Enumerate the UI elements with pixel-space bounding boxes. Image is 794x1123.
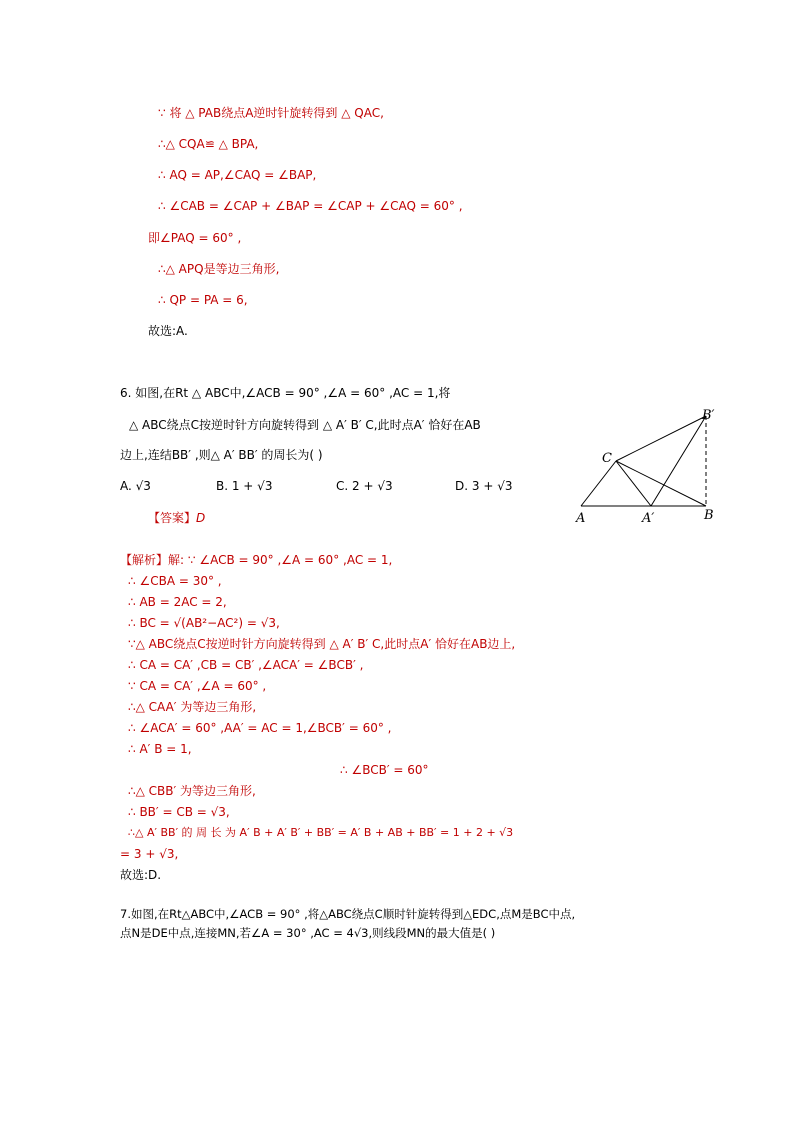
analysis-line-9: ∴ ∠ACA′ = 60° ,AA′ = AC = 1,∠BCB′ = 60° , bbox=[128, 721, 392, 735]
analysis-line-3: ∴ AB = 2AC = 2, bbox=[128, 595, 227, 609]
q6-stem-line-3: 边上,连结BB′ ,则△ A′ BB′ 的周长为( ) bbox=[120, 448, 323, 462]
solution-line-1: ∵ 将 △ PAB绕点A逆时针旋转得到 △ QAC, bbox=[158, 106, 384, 120]
solution-line-7: ∴ QP = PA = 6, bbox=[158, 293, 248, 307]
analysis-line-2: ∴ ∠CBA = 30° , bbox=[128, 574, 222, 588]
analysis-line-11: ∴ ∠BCB′ = 60° bbox=[340, 763, 429, 777]
label-b: B bbox=[704, 508, 714, 523]
analysis-line-7: ∵ CA = CA′ ,∠A = 60° , bbox=[128, 679, 267, 693]
solution-line-2: ∴△ CQA≌ △ BPA, bbox=[158, 137, 259, 151]
q6-stem-line-1: 6. 如图,在Rt △ ABC中,∠ACB = 90° ,∠A = 60° ,AC = 1,将 bbox=[120, 386, 451, 400]
solution-line-8: 故选:A. bbox=[148, 324, 188, 338]
analysis-line-10: ∴ A′ B = 1, bbox=[128, 742, 192, 756]
analysis-line-13: ∴ BB′ = CB = √3, bbox=[128, 805, 230, 819]
q6-option-b: B. 1 + √3 bbox=[216, 479, 273, 493]
answer-label: 【答案】 bbox=[148, 511, 197, 525]
q6-option-d: D. 3 + √3 bbox=[455, 479, 513, 493]
analysis-line-16: 故选:D. bbox=[120, 868, 162, 882]
q6-option-c: C. 2 + √3 bbox=[336, 479, 393, 493]
analysis-line-6: ∴ CA = CA′ ,CB = CB′ ,∠ACA′ = ∠BCB′ , bbox=[128, 658, 364, 672]
analysis-line-12: ∴△ CBB′ 为等边三角形, bbox=[128, 784, 256, 798]
answer-value: D bbox=[196, 511, 206, 525]
analysis-line-5: ∵△ ABC绕点C按逆时针方向旋转得到 △ A′ B′ C,此时点A′ 恰好在AB边上, bbox=[128, 637, 516, 651]
label-c: C bbox=[602, 451, 612, 466]
label-a: A bbox=[576, 511, 586, 526]
analysis-line-8: ∴△ CAA′ 为等边三角形, bbox=[128, 700, 257, 714]
label-b-prime: B′ bbox=[702, 408, 715, 423]
triangle-rotation-figure bbox=[572, 402, 722, 526]
q6-option-a: A. √3 bbox=[120, 479, 151, 493]
segment-ac bbox=[581, 461, 616, 506]
segment-ca-prime bbox=[616, 461, 651, 506]
q6-stem-line-2: △ ABC绕点C按逆时针方向旋转得到 △ A′ B′ C,此时点A′ 恰好在AB bbox=[129, 418, 481, 432]
q7-stem-line-2: 点N是DE中点,连接MN,若∠A = 30° ,AC = 4√3,则线段MN的最大值是( ) bbox=[120, 926, 496, 940]
analysis-line-14: ∴△ A′ BB′ 的 周 长 为 A′ B + A′ B′ + BB′ = A′ B + AB + BB′ = 1 + 2 + √3 bbox=[128, 826, 514, 839]
analysis-line-1 bbox=[120, 552, 392, 568]
analysis-line-15: = 3 + √3, bbox=[120, 847, 179, 861]
analysis-label: 【解析】 bbox=[120, 553, 169, 567]
q6-answer bbox=[148, 510, 205, 526]
solution-line-5: 即∠PAQ = 60° , bbox=[148, 231, 242, 245]
analysis-line-4: ∴ BC = √(AB²−AC²) = √3, bbox=[128, 616, 280, 630]
analysis-text-1: 解: ∵ ∠ACB = 90° ,∠A = 60° ,AC = 1, bbox=[168, 553, 393, 567]
solution-line-6: ∴△ APQ是等边三角形, bbox=[158, 262, 280, 276]
q7-stem-line-1: 7.如图,在Rt△ABC中,∠ACB = 90° ,将△ABC绕点C顺时针旋转得到△EDC,点M是BC中点, bbox=[120, 907, 576, 921]
solution-line-3: ∴ AQ = AP,∠CAQ = ∠BAP, bbox=[158, 168, 317, 182]
segment-cb bbox=[616, 461, 706, 506]
label-a-prime: A′ bbox=[642, 511, 655, 526]
solution-line-4: ∴ ∠CAB = ∠CAP + ∠BAP = ∠CAP + ∠CAQ = 60° , bbox=[158, 199, 463, 213]
